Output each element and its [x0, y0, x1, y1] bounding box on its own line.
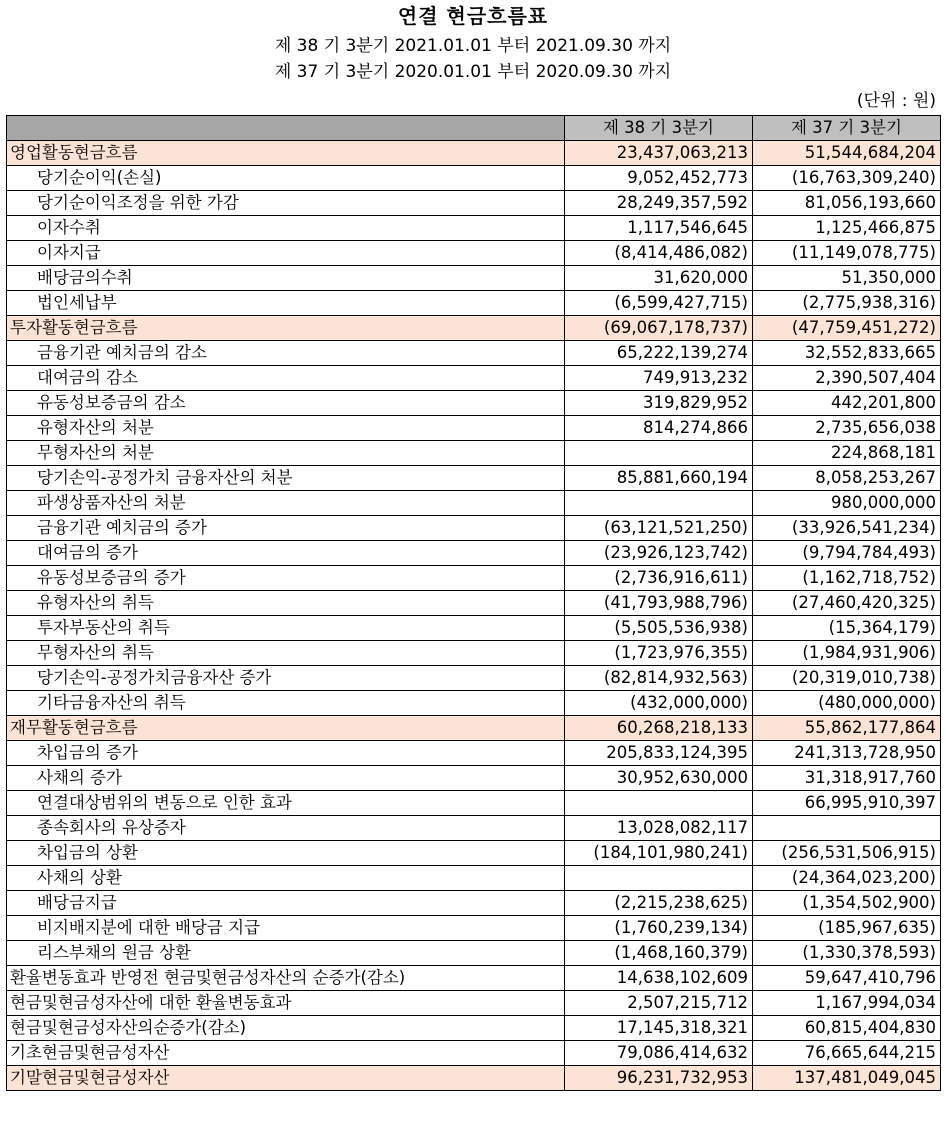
previous-period-amount: (16,763,309,240): [753, 166, 941, 191]
current-period-amount: 14,638,102,609: [565, 966, 753, 991]
current-period-amount: 13,028,082,117: [565, 816, 753, 841]
row-label: 비지배지분에 대한 배당금 지급: [7, 916, 565, 941]
table-row: [7, 666, 941, 691]
previous-period-amount: 8,058,253,267: [753, 466, 941, 491]
previous-period-amount: 55,862,177,864: [753, 716, 941, 741]
previous-period-amount: 51,350,000: [753, 266, 941, 291]
row-label: 투자활동현금흐름: [7, 316, 565, 341]
table-row: [7, 191, 941, 216]
table-row: [7, 1041, 941, 1066]
table-row: [7, 791, 941, 816]
table-row: [7, 366, 941, 391]
table-row: [7, 216, 941, 241]
row-label: 대여금의 증가: [7, 541, 565, 566]
current-period-amount: [565, 441, 753, 466]
current-period-amount: (2,736,916,611): [565, 566, 753, 591]
previous-period-amount: (24,364,023,200): [753, 866, 941, 891]
previous-period-amount: 224,868,181: [753, 441, 941, 466]
row-label: 기타금융자산의 취득: [7, 691, 565, 716]
table-row: [7, 541, 941, 566]
table-row: [7, 641, 941, 666]
current-period-amount: 28,249,357,592: [565, 191, 753, 216]
table-row: [7, 1066, 941, 1091]
current-period-amount: (63,121,521,250): [565, 516, 753, 541]
current-period-amount: (82,814,932,563): [565, 666, 753, 691]
current-period-amount: (1,723,976,355): [565, 641, 753, 666]
row-label: 유동성보증금의 증가: [7, 566, 565, 591]
table-row: [7, 716, 941, 741]
current-period-amount: 9,052,452,773: [565, 166, 753, 191]
current-period-amount: 65,222,139,274: [565, 341, 753, 366]
row-label: 당기손익-공정가치금융자산 증가: [7, 666, 565, 691]
previous-period-amount: (256,531,506,915): [753, 841, 941, 866]
row-label: 기말현금및현금성자산: [7, 1066, 565, 1091]
previous-period-amount: 137,481,049,045: [753, 1066, 941, 1091]
row-label: 종속회사의 유상증자: [7, 816, 565, 841]
current-period-amount: 1,117,546,645: [565, 216, 753, 241]
row-label: 대여금의 감소: [7, 366, 565, 391]
current-period-amount: 319,829,952: [565, 391, 753, 416]
current-period-amount: 205,833,124,395: [565, 741, 753, 766]
current-period-amount: (69,067,178,737): [565, 316, 753, 341]
table-row: [7, 341, 941, 366]
previous-period-amount: (1,354,502,900): [753, 891, 941, 916]
header-label: [7, 116, 565, 141]
table-row: [7, 566, 941, 591]
previous-period-amount: 76,665,644,215: [753, 1041, 941, 1066]
previous-period-amount: (185,967,635): [753, 916, 941, 941]
current-period-amount: 2,507,215,712: [565, 991, 753, 1016]
previous-period-amount: 1,125,466,875: [753, 216, 941, 241]
table-body: [7, 141, 941, 1091]
row-label: 이자지급: [7, 241, 565, 266]
previous-period-amount: 32,552,833,665: [753, 341, 941, 366]
table-row: [7, 1016, 941, 1041]
table-row: [7, 491, 941, 516]
previous-period-amount: 442,201,800: [753, 391, 941, 416]
row-label: 유형자산의 취득: [7, 591, 565, 616]
current-period-amount: 31,620,000: [565, 266, 753, 291]
previous-period-amount: (20,319,010,738): [753, 666, 941, 691]
row-label: 금융기관 예치금의 증가: [7, 516, 565, 541]
row-label: 환율변동효과 반영전 현금및현금성자산의 순증가(감소): [7, 966, 565, 991]
table-row: [7, 416, 941, 441]
table-row: [7, 991, 941, 1016]
row-label: 현금및현금성자산에 대한 환율변동효과: [7, 991, 565, 1016]
current-period-amount: [565, 491, 753, 516]
cash-flow-table: [6, 115, 941, 1091]
current-period-amount: (1,468,160,379): [565, 941, 753, 966]
table-row: [7, 816, 941, 841]
current-period-amount: (1,760,239,134): [565, 916, 753, 941]
current-period-amount: (41,793,988,796): [565, 591, 753, 616]
table-row: [7, 516, 941, 541]
previous-period-amount: 81,056,193,660: [753, 191, 941, 216]
table-row: [7, 441, 941, 466]
row-label: 당기순이익조정을 위한 가감: [7, 191, 565, 216]
table-row: [7, 891, 941, 916]
table-row: [7, 591, 941, 616]
row-label: 법인세납부: [7, 291, 565, 316]
period-previous: 제 37 기 3분기 2020.01.01 부터 2020.09.30 까지: [274, 62, 672, 82]
previous-period-amount: (1,330,378,593): [753, 941, 941, 966]
current-period-amount: [565, 791, 753, 816]
table-row: [7, 141, 941, 166]
current-period-amount: 79,086,414,632: [565, 1041, 753, 1066]
unit-label: (단위 : 원): [856, 91, 936, 111]
table-row: [7, 391, 941, 416]
previous-period-amount: 31,318,917,760: [753, 766, 941, 791]
previous-period-amount: (11,149,078,775): [753, 241, 941, 266]
previous-period-amount: (27,460,420,325): [753, 591, 941, 616]
current-period-amount: (184,101,980,241): [565, 841, 753, 866]
current-period-amount: 23,437,063,213: [565, 141, 753, 166]
row-label: 유동성보증금의 감소: [7, 391, 565, 416]
previous-period-amount: 980,000,000: [753, 491, 941, 516]
previous-period-amount: 1,167,994,034: [753, 991, 941, 1016]
row-label: 무형자산의 취득: [7, 641, 565, 666]
row-label: 배당금지급: [7, 891, 565, 916]
previous-period-amount: (15,364,179): [753, 616, 941, 641]
row-label: 영업활동현금흐름: [7, 141, 565, 166]
previous-period-amount: 60,815,404,830: [753, 1016, 941, 1041]
row-label: 차입금의 증가: [7, 741, 565, 766]
row-label: 재무활동현금흐름: [7, 716, 565, 741]
row-label: 연결대상범위의 변동으로 인한 효과: [7, 791, 565, 816]
table-row: [7, 866, 941, 891]
table-row: [7, 166, 941, 191]
row-label: 무형자산의 처분: [7, 441, 565, 466]
previous-period-amount: [753, 816, 941, 841]
current-period-amount: (8,414,486,082): [565, 241, 753, 266]
table-header-row: [7, 116, 941, 141]
row-label: 당기손익-공정가치 금융자산의 처분: [7, 466, 565, 491]
row-label: 이자수취: [7, 216, 565, 241]
table-row: [7, 841, 941, 866]
current-period-amount: 814,274,866: [565, 416, 753, 441]
table-row: [7, 741, 941, 766]
table-row: [7, 266, 941, 291]
row-label: 파생상품자산의 처분: [7, 491, 565, 516]
current-period-amount: 30,952,630,000: [565, 766, 753, 791]
previous-period-amount: (480,000,000): [753, 691, 941, 716]
row-label: 금융기관 예치금의 감소: [7, 341, 565, 366]
table-row: [7, 616, 941, 641]
current-period-amount: 749,913,232: [565, 366, 753, 391]
current-period-amount: 85,881,660,194: [565, 466, 753, 491]
current-period-amount: (6,599,427,715): [565, 291, 753, 316]
table-row: [7, 941, 941, 966]
current-period-amount: 17,145,318,321: [565, 1016, 753, 1041]
previous-period-amount: (47,759,451,272): [753, 316, 941, 341]
table-row: [7, 291, 941, 316]
previous-period-amount: (9,794,784,493): [753, 541, 941, 566]
table-row: [7, 966, 941, 991]
previous-period-amount: (33,926,541,234): [753, 516, 941, 541]
current-period-amount: (5,505,536,938): [565, 616, 753, 641]
previous-period-amount: 2,735,656,038: [753, 416, 941, 441]
current-period-amount: (23,926,123,742): [565, 541, 753, 566]
table-row: [7, 691, 941, 716]
previous-period-amount: (1,162,718,752): [753, 566, 941, 591]
row-label: 사채의 상환: [7, 866, 565, 891]
current-period-amount: (432,000,000): [565, 691, 753, 716]
row-label: 배당금의수취: [7, 266, 565, 291]
row-label: 리스부채의 원금 상환: [7, 941, 565, 966]
previous-period-amount: 59,647,410,796: [753, 966, 941, 991]
table-row: [7, 316, 941, 341]
header-previous-period: 제 37 기 3분기: [753, 116, 941, 141]
row-label: 유형자산의 처분: [7, 416, 565, 441]
table-row: [7, 766, 941, 791]
current-period-amount: (2,215,238,625): [565, 891, 753, 916]
current-period-amount: [565, 866, 753, 891]
row-label: 당기순이익(손실): [7, 166, 565, 191]
previous-period-amount: 2,390,507,404: [753, 366, 941, 391]
table-row: [7, 466, 941, 491]
row-label: 사채의 증가: [7, 766, 565, 791]
current-period-amount: 60,268,218,133: [565, 716, 753, 741]
table-row: [7, 241, 941, 266]
current-period-amount: 96,231,732,953: [565, 1066, 753, 1091]
statement-title: 연결 현금흐름표: [397, 4, 549, 28]
row-label: 기초현금및현금성자산: [7, 1041, 565, 1066]
row-label: 투자부동산의 취득: [7, 616, 565, 641]
row-label: 현금및현금성자산의순증가(감소): [7, 1016, 565, 1041]
row-label: 차입금의 상환: [7, 841, 565, 866]
table-row: [7, 916, 941, 941]
period-current: 제 38 기 3분기 2021.01.01 부터 2021.09.30 까지: [274, 36, 672, 56]
header-current-period: 제 38 기 3분기: [565, 116, 753, 141]
previous-period-amount: 241,313,728,950: [753, 741, 941, 766]
previous-period-amount: (2,775,938,316): [753, 291, 941, 316]
previous-period-amount: 66,995,910,397: [753, 791, 941, 816]
previous-period-amount: 51,544,684,204: [753, 141, 941, 166]
previous-period-amount: (1,984,931,906): [753, 641, 941, 666]
